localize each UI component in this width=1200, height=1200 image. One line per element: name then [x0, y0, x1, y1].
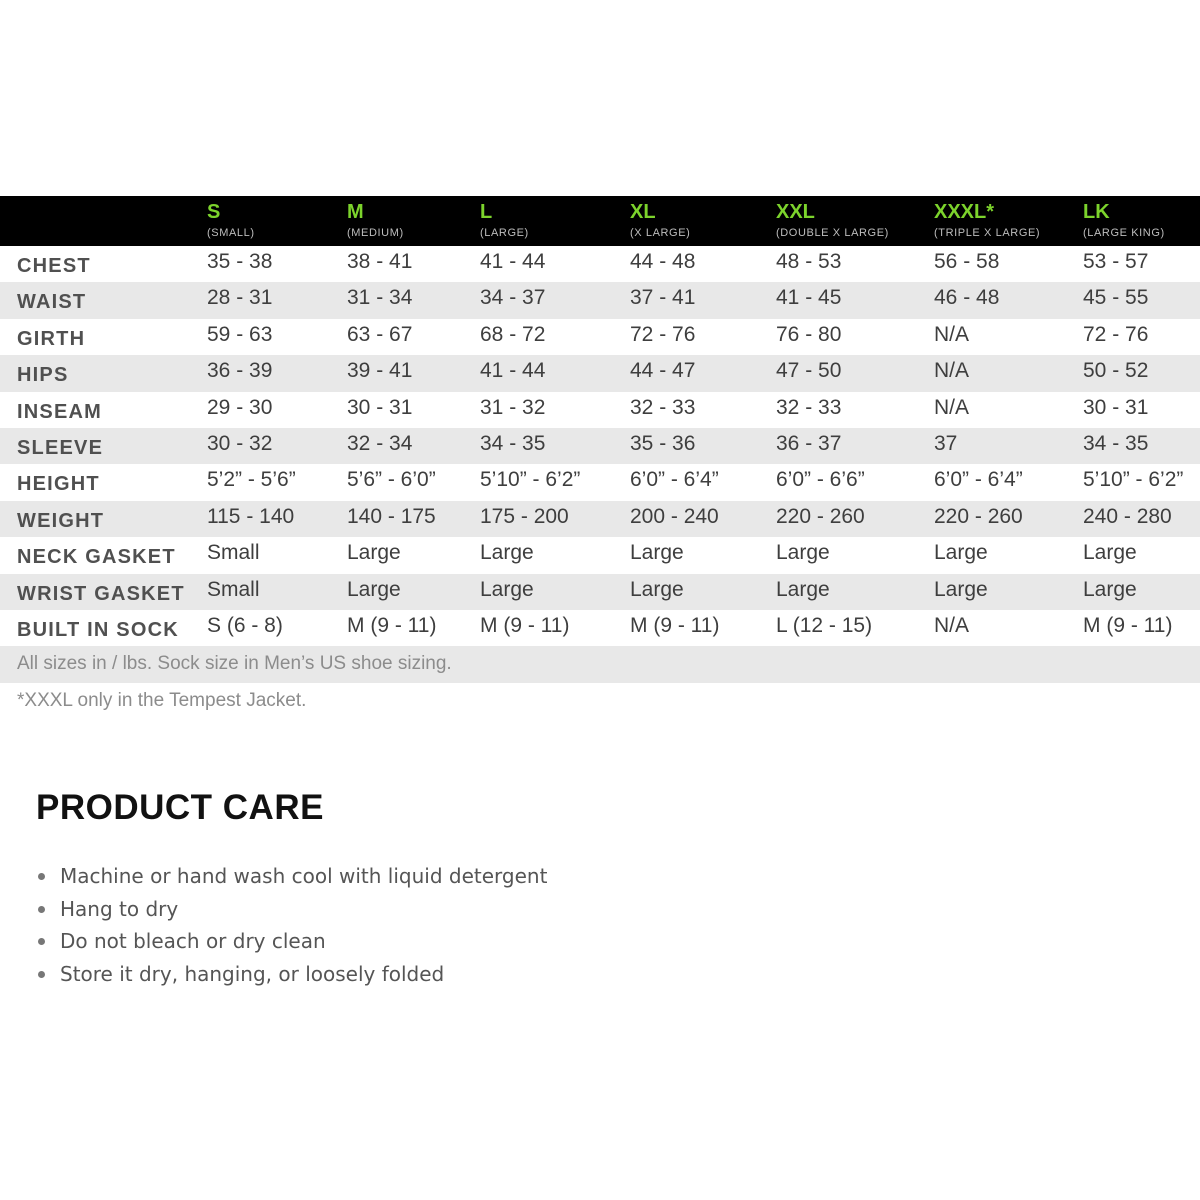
size-value-cell: N/A	[934, 322, 970, 346]
size-value-cell: 72 - 76	[630, 322, 696, 346]
size-value-cell: 32 - 33	[776, 395, 842, 419]
row-label: CHEST	[17, 255, 91, 277]
measurement-row-chest	[0, 246, 1200, 282]
size-value-cell: 36 - 37	[776, 431, 842, 455]
size-value-cell: 240 - 280	[1083, 504, 1172, 528]
size-value-cell: 6’0” - 6’4”	[934, 468, 1023, 492]
row-label: NECK GASKET	[17, 546, 176, 569]
size-value-cell: 44 - 47	[630, 359, 696, 383]
product-care-title: PRODUCT CARE	[36, 788, 324, 827]
size-value-cell: M (9 - 11)	[347, 613, 437, 637]
size-value-cell: 45 - 55	[1083, 286, 1149, 310]
size-value-cell: 37	[934, 431, 958, 455]
size-value-cell: Large	[1083, 541, 1137, 565]
row-label: HIPS	[17, 364, 69, 387]
care-item-text: Do not bleach or dry clean	[60, 929, 326, 953]
size-value-cell: Large	[776, 541, 830, 565]
size-value-cell: M (9 - 11)	[480, 613, 570, 637]
size-value-cell: Large	[480, 577, 534, 601]
measurement-row-waist	[0, 282, 1200, 318]
size-value-cell: 35 - 38	[207, 250, 273, 273]
size-chart-table	[0, 196, 1200, 719]
size-value-cell: 220 - 260	[776, 504, 865, 528]
size-value-cell: 41 - 44	[480, 250, 546, 273]
size-value-cell: 31 - 34	[347, 286, 413, 310]
product-care-section	[36, 788, 548, 986]
care-item-text: Machine or hand wash cool with liquid detergent	[60, 864, 548, 888]
size-description: (MEDIUM)	[347, 227, 404, 239]
size-value-cell: 63 - 67	[347, 322, 413, 346]
care-item-text: Store it dry, hanging, or loosely folded	[60, 961, 445, 986]
size-value-cell: Large	[630, 541, 684, 565]
size-value-cell: 72 - 76	[1083, 322, 1149, 346]
size-description: (X LARGE)	[630, 227, 691, 239]
size-value-cell: S (6 - 8)	[207, 613, 283, 637]
size-value-cell: 5’2” - 5’6”	[207, 468, 296, 492]
size-value-cell: 6’0” - 6’4”	[630, 468, 719, 492]
row-label: WRIST GASKET	[17, 582, 185, 605]
size-value-cell: 6’0” - 6’6”	[776, 468, 865, 492]
measurement-rows	[0, 246, 1200, 646]
size-value-cell: 31 - 32	[480, 395, 546, 419]
size-value-cell: Large	[480, 541, 534, 565]
size-value-cell: 34 - 35	[1083, 431, 1149, 455]
size-value-cell: Large	[347, 577, 401, 601]
size-code: L	[480, 201, 493, 223]
size-value-cell: 29 - 30	[207, 395, 273, 419]
size-value-cell: N/A	[934, 359, 970, 383]
size-value-cell: 28 - 31	[207, 286, 273, 310]
size-code: XL	[630, 201, 656, 223]
size-value-cell: Large	[934, 541, 988, 565]
size-value-cell: 200 - 240	[630, 504, 719, 528]
size-value-cell: 38 - 41	[347, 250, 413, 273]
size-value-cell: 36 - 39	[207, 359, 273, 383]
bullet-icon	[38, 906, 45, 913]
size-code: LK	[1083, 201, 1110, 223]
size-value-cell: 115 - 140	[207, 504, 295, 528]
size-value-cell: N/A	[934, 613, 970, 637]
size-value-cell: 5’6” - 6’0”	[347, 468, 436, 492]
measurement-row-inseam	[0, 392, 1200, 428]
size-value-cell: 32 - 34	[347, 431, 413, 455]
size-value-cell: 53 - 57	[1083, 250, 1149, 273]
size-value-cell: 5’10” - 6’2”	[1083, 468, 1184, 492]
row-label: SLEEVE	[17, 436, 104, 459]
size-value-cell: L (12 - 15)	[776, 613, 873, 637]
row-label: WAIST	[17, 291, 87, 314]
row-label: HEIGHT	[17, 473, 100, 496]
size-header-row	[0, 196, 1200, 246]
care-item-text: Hang to dry	[60, 896, 179, 921]
bullet-icon	[38, 971, 45, 978]
size-value-cell: 41 - 44	[480, 359, 546, 383]
size-value-cell: 35 - 36	[630, 431, 696, 455]
bullet-icon	[38, 938, 45, 945]
size-code: M	[347, 201, 364, 223]
care-item	[36, 893, 736, 926]
size-description: (SMALL)	[207, 227, 255, 239]
size-value-cell: 32 - 33	[630, 395, 696, 419]
size-value-cell: 68 - 72	[480, 322, 546, 346]
row-label: WEIGHT	[17, 509, 105, 532]
bullet-icon	[38, 873, 45, 880]
measurement-row-neck-gasket	[0, 537, 1200, 573]
measurement-row-girth	[0, 319, 1200, 355]
measurement-row-wrist-gasket	[0, 574, 1200, 610]
size-value-cell: 34 - 35	[480, 431, 546, 455]
row-label: INSEAM	[17, 400, 102, 423]
size-description: (DOUBLE X LARGE)	[776, 227, 889, 239]
size-value-cell: 50 - 52	[1083, 359, 1149, 383]
size-value-cell: Small	[207, 541, 260, 565]
care-item	[36, 925, 736, 958]
size-value-cell: 30 - 31	[1083, 395, 1149, 419]
measurement-row-built-in-sock	[0, 610, 1200, 646]
size-value-cell: 47 - 50	[776, 359, 842, 383]
size-value-cell: 140 - 175	[347, 504, 436, 528]
size-value-cell: 76 - 80	[776, 322, 842, 346]
row-label: BUILT IN SOCK	[17, 618, 179, 641]
size-value-cell: 59 - 63	[207, 322, 273, 346]
size-value-cell: 41 - 45	[776, 286, 842, 310]
size-description: (LARGE KING)	[1083, 227, 1165, 239]
measurement-row-sleeve	[0, 428, 1200, 464]
size-value-cell: M (9 - 11)	[1083, 613, 1173, 637]
size-value-cell: 44 - 48	[630, 250, 696, 273]
care-item	[36, 958, 736, 991]
xxxl-footnote: *XXXL only in the Tempest Jacket.	[17, 689, 307, 711]
measurement-row-weight	[0, 501, 1200, 537]
size-value-cell: Large	[934, 577, 988, 601]
size-description: (LARGE)	[480, 227, 529, 239]
size-value-cell: 175 - 200	[480, 504, 569, 528]
care-item	[36, 860, 736, 893]
size-value-cell: 56 - 58	[934, 250, 1000, 273]
size-code: S	[207, 201, 221, 223]
size-value-cell: 5’10” - 6’2”	[480, 468, 581, 492]
size-value-cell: Large	[1083, 577, 1137, 601]
size-value-cell: 30 - 32	[207, 431, 273, 455]
size-value-cell: 46 - 48	[934, 286, 1000, 310]
size-value-cell: 220 - 260	[934, 504, 1023, 528]
size-value-cell: Large	[630, 577, 684, 601]
size-value-cell: M (9 - 11)	[630, 613, 720, 637]
size-value-cell: Large	[347, 541, 401, 565]
size-value-cell: 34 - 37	[480, 286, 546, 310]
measurement-row-hips	[0, 355, 1200, 391]
size-value-cell: N/A	[934, 395, 970, 419]
size-description: (TRIPLE X LARGE)	[934, 227, 1041, 239]
size-code: XXXL*	[934, 201, 995, 223]
size-value-cell: 37 - 41	[630, 286, 696, 310]
size-code: XXL	[776, 201, 815, 223]
row-label: GIRTH	[17, 327, 86, 350]
care-instructions-list	[36, 860, 736, 990]
size-value-cell: 48 - 53	[776, 250, 842, 273]
size-value-cell: Small	[207, 577, 260, 601]
measurement-row-height	[0, 464, 1200, 500]
size-value-cell: 30 - 31	[347, 395, 413, 419]
size-value-cell: 39 - 41	[347, 359, 413, 383]
size-value-cell: Large	[776, 577, 830, 601]
units-note: All sizes in / lbs. Sock size in Men’s US shoe sizing.	[0, 646, 1200, 682]
